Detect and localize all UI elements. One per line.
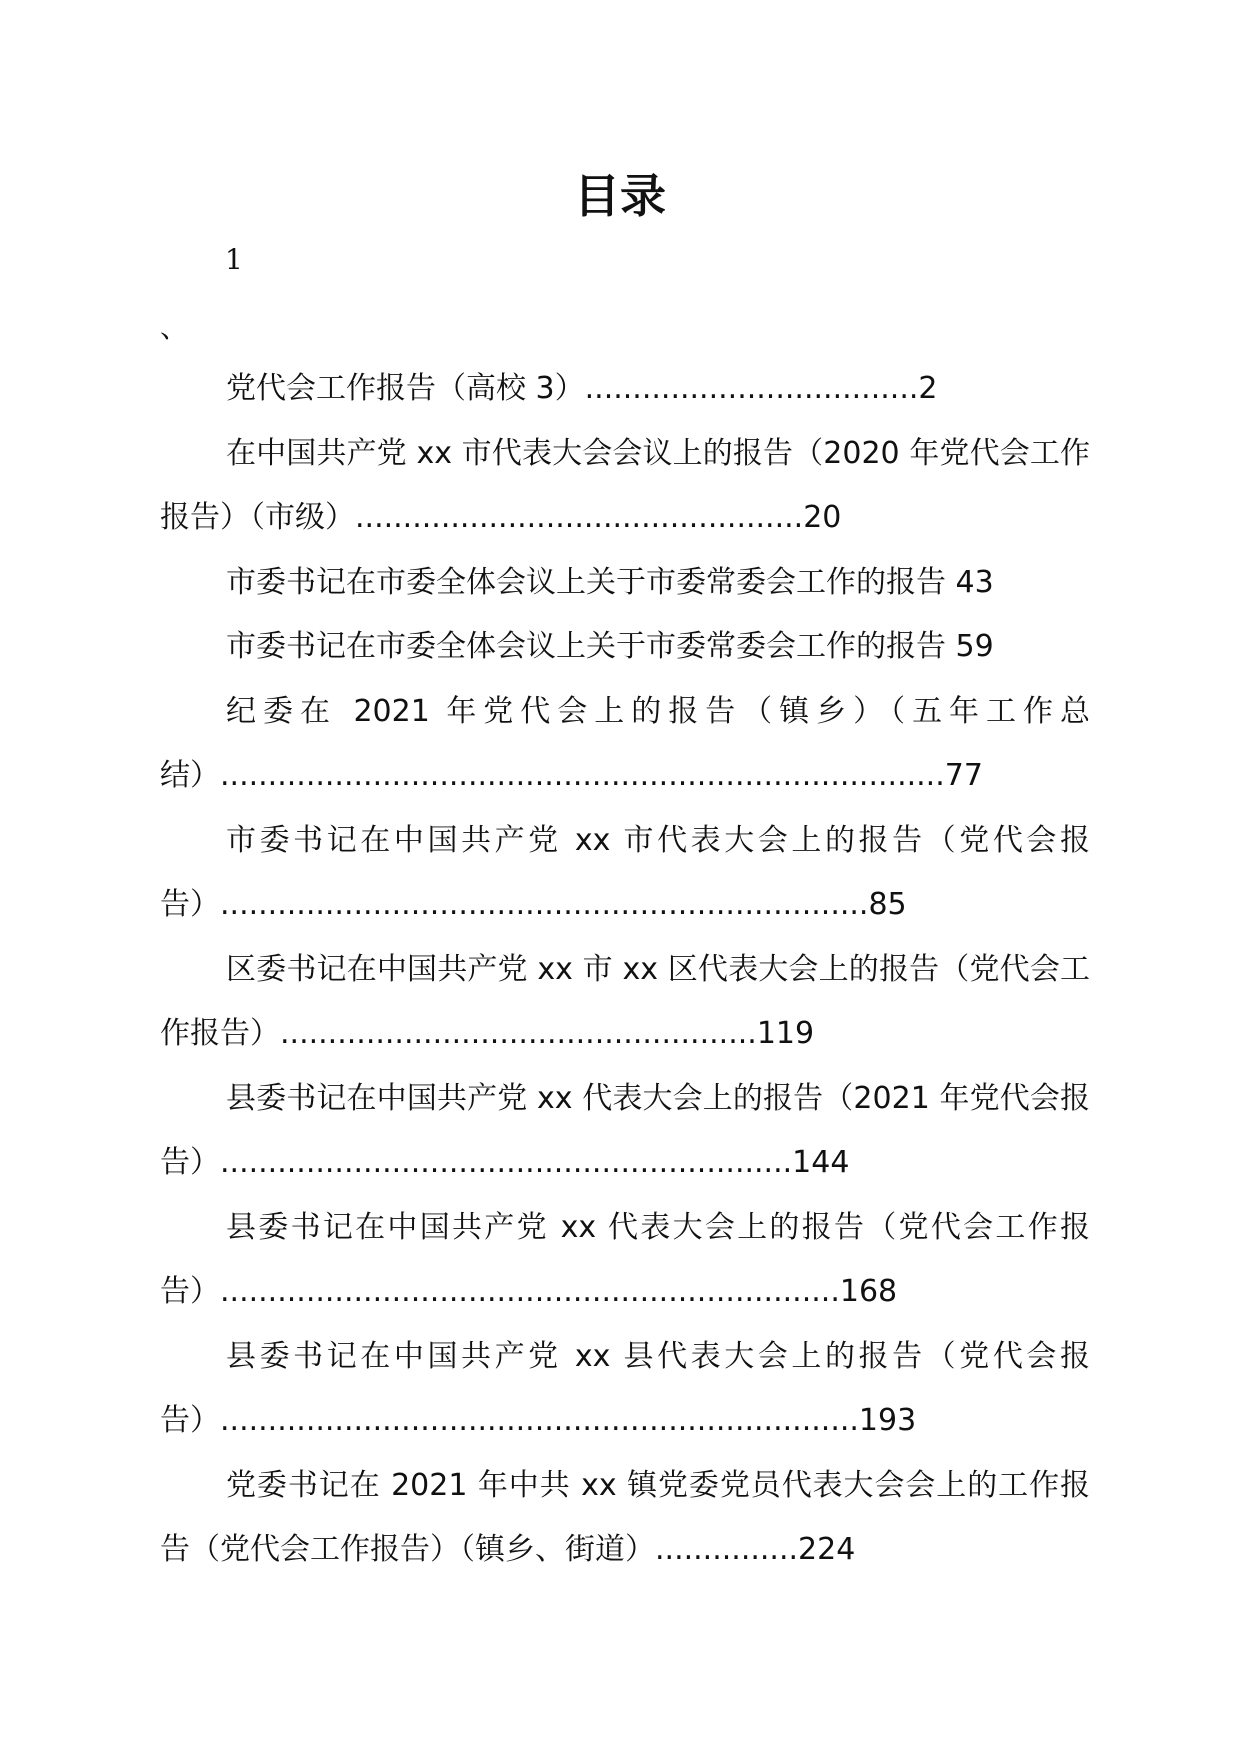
toc-entry[interactable] bbox=[160, 680, 1090, 809]
toc-entry-page: 77 bbox=[944, 758, 983, 793]
toc-entry-title: 党代会工作报告（高校 3） bbox=[226, 371, 585, 406]
toc-entry-page: 144 bbox=[792, 1145, 850, 1180]
table-of-contents bbox=[160, 357, 1090, 1583]
toc-entry-title: 市委书记在市委全体会议上关于市委常委会工作的报告 bbox=[226, 564, 946, 600]
document-title: 目录 bbox=[574, 169, 666, 223]
toc-entry-leader: ............................................... bbox=[355, 500, 804, 535]
toc-entry-page: 85 bbox=[868, 887, 907, 922]
toc-entry[interactable] bbox=[160, 422, 1090, 551]
toc-entry[interactable] bbox=[160, 1196, 1090, 1325]
toc-entry[interactable] bbox=[160, 1454, 1090, 1583]
toc-entry-title: 区委书记在中国共产党 xx 市 xx 区代表大会上的报告（党代会工作报告） bbox=[160, 951, 1090, 1051]
toc-entry-leader bbox=[946, 565, 956, 600]
toc-entry-title: 县委书记在中国共产党 xx 县代表大会上的报告（党代会报告） bbox=[160, 1338, 1090, 1438]
toc-entry-leader: .................................................................... bbox=[220, 887, 869, 922]
list-marker-number: 1 bbox=[225, 243, 243, 276]
toc-entry-leader: ................................................................. bbox=[220, 1274, 840, 1309]
toc-entry-leader bbox=[946, 629, 956, 664]
toc-entry[interactable] bbox=[160, 615, 1090, 680]
toc-entry[interactable] bbox=[160, 938, 1090, 1067]
toc-entry-leader: ............................................................................ bbox=[220, 758, 945, 793]
toc-entry-page: 2 bbox=[918, 371, 938, 406]
toc-entry[interactable] bbox=[160, 1067, 1090, 1196]
toc-entry-page: 20 bbox=[803, 500, 842, 535]
toc-entry-page: 43 bbox=[955, 564, 994, 600]
toc-entry-page: 119 bbox=[756, 1016, 815, 1051]
toc-entry-title: 县委书记在中国共产党 xx 代表大会上的报告（党代会工作报告） bbox=[160, 1209, 1090, 1309]
list-marker-comma: 、 bbox=[160, 311, 189, 344]
toc-entry-page: 59 bbox=[955, 629, 994, 664]
toc-entry-leader: .................................................. bbox=[280, 1016, 757, 1051]
toc-entry-leader: ............... bbox=[655, 1532, 799, 1567]
toc-entry[interactable] bbox=[160, 357, 1090, 422]
toc-entry[interactable] bbox=[160, 1325, 1090, 1454]
toc-entry-leader: ................................... bbox=[584, 371, 919, 406]
toc-entry-title: 党委书记在 2021 年中共 xx 镇党委党员代表大会会上的工作报告（党代会工作报告）（镇乡、街道） bbox=[160, 1467, 1090, 1567]
toc-entry[interactable] bbox=[160, 551, 1090, 616]
toc-entry-page: 224 bbox=[798, 1532, 856, 1567]
toc-entry-leader: ................................................................... bbox=[220, 1403, 859, 1438]
toc-entry-title: 市委书记在市委全体会议上关于市委常委会工作的报告 bbox=[226, 629, 946, 664]
toc-entry[interactable] bbox=[160, 809, 1090, 938]
toc-entry-page: 193 bbox=[858, 1403, 917, 1438]
toc-entry-title: 在中国共产党 xx 市代表大会会议上的报告（2020 年党代会工作报告）（市级） bbox=[160, 435, 1090, 535]
toc-entry-leader: ............................................................ bbox=[220, 1145, 793, 1180]
toc-entry-page: 168 bbox=[839, 1274, 898, 1309]
toc-entry-title: 市委书记在中国共产党 xx 市代表大会上的报告（党代会报告） bbox=[160, 822, 1090, 922]
toc-entry-title: 县委书记在中国共产党 xx 代表大会上的报告（2021 年党代会报告） bbox=[160, 1080, 1090, 1180]
toc-entry-title: 纪委在 2021 年党代会上的报告（镇乡）（五年工作总结） bbox=[160, 693, 1090, 793]
